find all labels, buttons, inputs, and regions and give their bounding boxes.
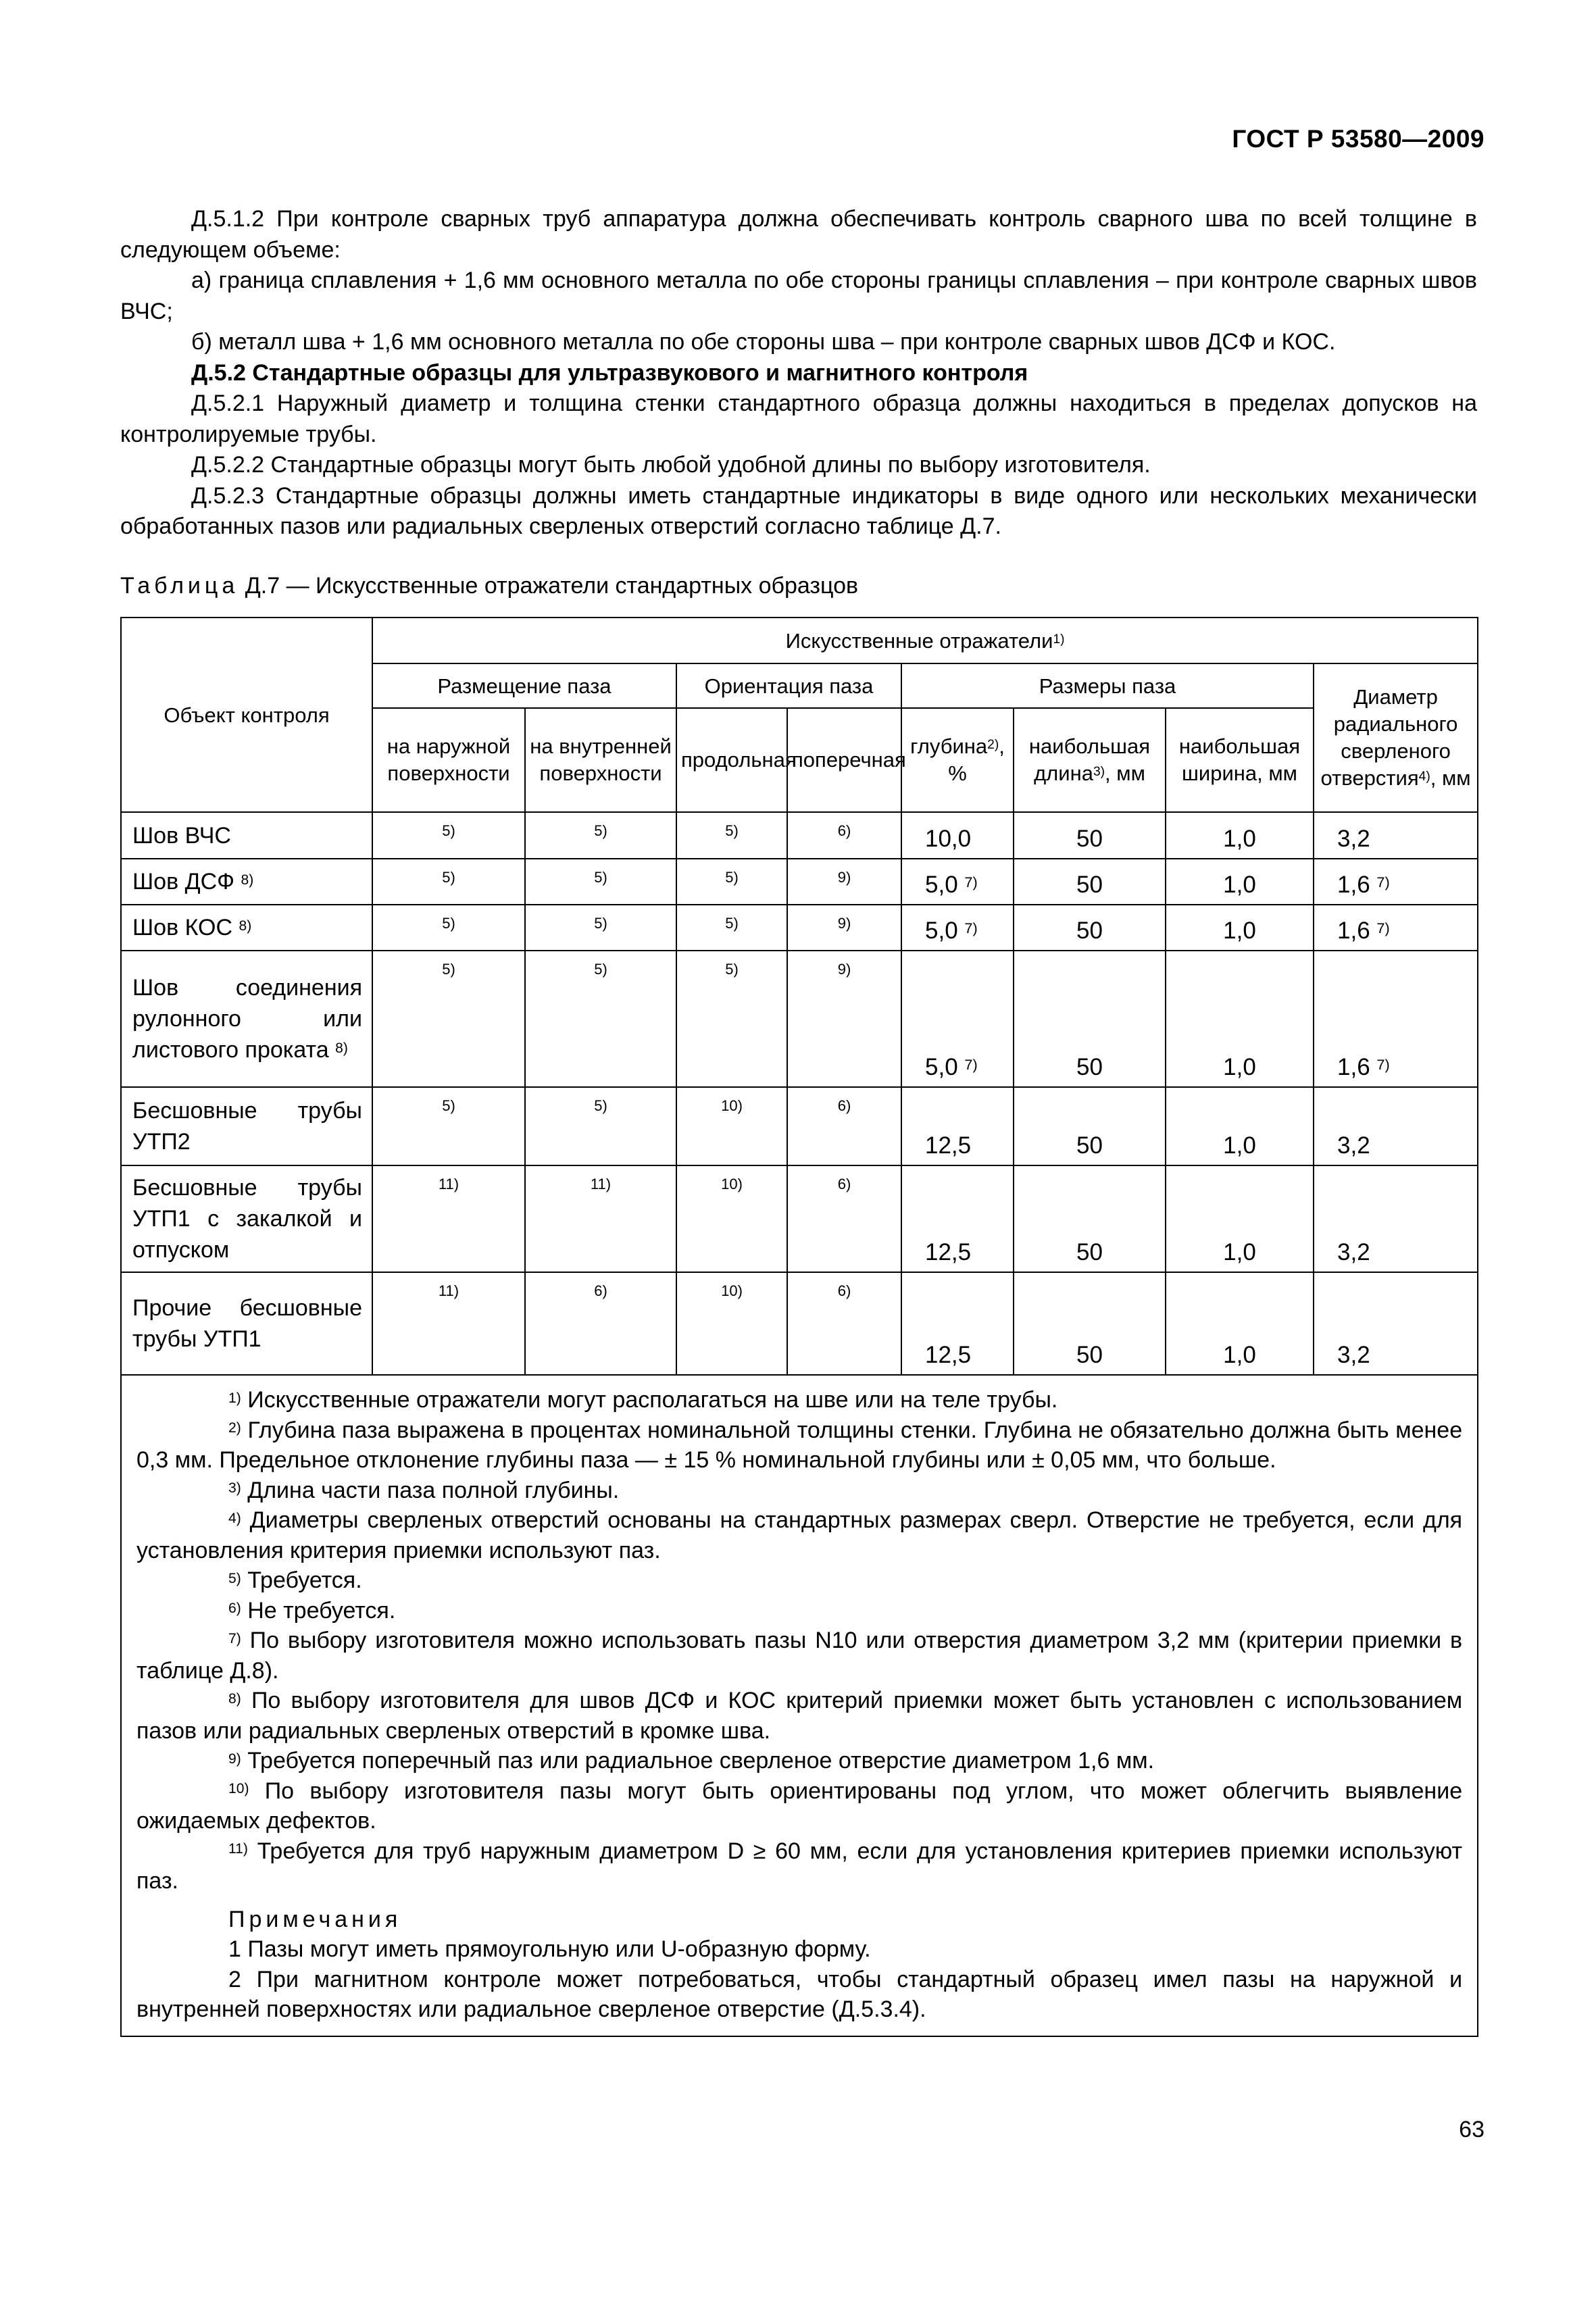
cell-object: Шов КОС $^{8)}$: [121, 905, 372, 951]
header-orientation: Ориентация паза: [676, 663, 901, 708]
table-row: [121, 812, 1478, 859]
table-row: [121, 951, 1478, 1087]
cell-length: 50: [1014, 1272, 1166, 1375]
table-row: [121, 905, 1478, 951]
section-heading: Д.5.2 Стандартные образцы для ультразвукового и магнитного контроля: [191, 359, 1028, 386]
cell-diameter: 1,6 $^{7)}$: [1314, 951, 1478, 1087]
table-notes-row: [121, 1375, 1478, 2036]
paragraph: Д.5.2.3 Стандартные образцы должны иметь стандартные индикаторы в виде одного или нескольких механически обработанных пазов или радиальных сверленых отверстий согласно таблице Д.7.: [120, 482, 1477, 539]
cell-object: Шов ДСФ $^{8)}$: [121, 859, 372, 905]
cell-transverse: 6): [787, 1165, 901, 1272]
paragraph: а) граница сплавления + 1,6 мм основного металла по обе стороны границы сплавления – при контроле сварных швов ВЧС;: [120, 268, 1477, 324]
header-depth: глубина$^{2)}$, %: [901, 708, 1014, 812]
body-text: [120, 204, 1477, 543]
cell-depth: 12,5: [901, 1272, 1014, 1375]
cell-object: Прочие бесшовные трубы УТП1: [121, 1272, 372, 1375]
cell-width: 1,0: [1166, 1087, 1314, 1165]
cell-object: Бесшовные трубы УТП2: [121, 1087, 372, 1165]
cell-longitudinal: 5): [676, 812, 787, 859]
cell-outer: 5): [372, 951, 525, 1087]
cell-object: Бесшовные трубы УТП1 с закалкой и отпуском: [121, 1165, 372, 1272]
header-longitudinal: продольная: [676, 708, 787, 812]
cell-diameter: 3,2: [1314, 812, 1478, 859]
footnote: $^{5)}$ Требуется.: [228, 1567, 362, 1593]
cell-length: 50: [1014, 905, 1166, 951]
page-number: 63: [1459, 2117, 1485, 2142]
header-placement: Размещение паза: [372, 663, 676, 708]
header-dimensions: Размеры паза: [901, 663, 1314, 708]
cell-diameter: 1,6 $^{7)}$: [1314, 905, 1478, 951]
cell-transverse: 9): [787, 951, 901, 1087]
table-title: Таблица Д.7 — Искусственные отражатели стандартных образцов: [120, 573, 859, 599]
paragraph: Д.5.2.1 Наружный диаметр и толщина стенки стандартного образца должны находиться в пределах допусков на контролируемые трубы.: [120, 391, 1477, 447]
cell-width: 1,0: [1166, 1272, 1314, 1375]
header-length: наибольшая длина$^{3)}$, мм: [1014, 708, 1166, 812]
cell-depth: 12,5: [901, 1087, 1014, 1165]
document-id: ГОСТ Р 53580—2009: [1232, 125, 1485, 153]
footnote: $^{3)}$ Длина части паза полной глубины.: [228, 1477, 620, 1503]
cell-depth: 5,0 $^{7)}$: [901, 859, 1014, 905]
table-row: [121, 1087, 1478, 1165]
footnote: $^{10)}$ По выбору изготовителя пазы могут быть ориентированы под углом, что может облегчить выявление ожидаемых дефектов.: [136, 1778, 1463, 1834]
cell-inner: 5): [525, 905, 676, 951]
cell-outer: 5): [372, 812, 525, 859]
cell-longitudinal: 10): [676, 1165, 787, 1272]
header-transverse: поперечная: [787, 708, 901, 812]
table-row: [121, 1272, 1478, 1375]
footnote: $^{7)}$ По выбору изготовителя можно использовать пазы N10 или отверстия диаметром 3,2 мм (критерии приемки в таблице Д.8).: [136, 1628, 1463, 1684]
note: 2 При магнитном контроле может потребоваться, чтобы стандартный образец имел пазы на наружной и внутренней поверхностях или радиальное сверленое отверстие (Д.5.3.4).: [136, 1966, 1463, 2022]
header-diameter: Диаметр радиального сверленого отверстия$^{4)}$, мм: [1314, 663, 1478, 812]
header-reflectors: Искусственные отражатели$^{1)}$: [372, 618, 1478, 663]
cell-transverse: 6): [787, 812, 901, 859]
cell-inner: 11): [525, 1165, 676, 1272]
footnote: $^{4)}$ Диаметры сверленых отверстий основаны на стандартных размерах сверл. Отверстие не требуется, если для установления критерия приемки используют паз.: [136, 1507, 1463, 1563]
cell-longitudinal: 10): [676, 1272, 787, 1375]
header-object: Объект контроля: [121, 618, 372, 812]
cell-inner: 5): [525, 951, 676, 1087]
cell-object: Шов соединения рулонного или листового проката $^{8)}$: [121, 951, 372, 1087]
cell-depth: 12,5: [901, 1165, 1014, 1272]
footnote: $^{8)}$ По выбору изготовителя для швов ДСФ и КОС критерий приемки может быть установлен с использованием пазов или радиальных сверленых отверстий в кромке шва.: [136, 1688, 1463, 1744]
cell-length: 50: [1014, 812, 1166, 859]
cell-longitudinal: 5): [676, 905, 787, 951]
footnote: $^{11)}$ Требуется для труб наружным диаметром D ≥ 60 мм, если для установления критериев приемки используют паз.: [136, 1838, 1463, 1894]
footnote: $^{1)}$ Искусственные отражатели могут располагаться на шве или на теле трубы.: [228, 1387, 1058, 1413]
cell-inner: 5): [525, 812, 676, 859]
header-outer: на наружной поверхности: [372, 708, 525, 812]
cell-outer: 11): [372, 1272, 525, 1375]
cell-diameter: 3,2: [1314, 1087, 1478, 1165]
cell-width: 1,0: [1166, 951, 1314, 1087]
footnote: $^{6)}$ Не требуется.: [228, 1597, 396, 1624]
cell-inner: 6): [525, 1272, 676, 1375]
cell-outer: 5): [372, 1087, 525, 1165]
cell-depth: 10,0: [901, 812, 1014, 859]
cell-transverse: 6): [787, 1272, 901, 1375]
table-row: [121, 859, 1478, 905]
cell-longitudinal: 5): [676, 951, 787, 1087]
cell-width: 1,0: [1166, 1165, 1314, 1272]
note: 1 Пазы могут иметь прямоугольную или U-образную форму.: [228, 1936, 871, 1962]
cell-depth: 5,0 $^{7)}$: [901, 905, 1014, 951]
cell-length: 50: [1014, 951, 1166, 1087]
cell-outer: 5): [372, 859, 525, 905]
cell-inner: 5): [525, 1087, 676, 1165]
cell-longitudinal: 5): [676, 859, 787, 905]
reflectors-table: [120, 617, 1478, 2037]
paragraph: б) металл шва + 1,6 мм основного металла по обе стороны шва – при контроле сварных швов ДСФ и КОС.: [191, 329, 1336, 355]
cell-diameter: 3,2: [1314, 1165, 1478, 1272]
cell-longitudinal: 10): [676, 1087, 787, 1165]
cell-outer: 11): [372, 1165, 525, 1272]
cell-outer: 5): [372, 905, 525, 951]
table-footnotes: [121, 1375, 1478, 2036]
cell-depth: 5,0 $^{7)}$: [901, 951, 1014, 1087]
cell-length: 50: [1014, 859, 1166, 905]
cell-width: 1,0: [1166, 905, 1314, 951]
header-inner: на внутренней поверхности: [525, 708, 676, 812]
table-row: [121, 1165, 1478, 1272]
paragraph: Д.5.2.2 Стандартные образцы могут быть любой удобной длины по выбору изготовителя.: [191, 452, 1151, 478]
cell-transverse: 9): [787, 905, 901, 951]
cell-width: 1,0: [1166, 859, 1314, 905]
cell-length: 50: [1014, 1087, 1166, 1165]
cell-diameter: 1,6 $^{7)}$: [1314, 859, 1478, 905]
cell-width: 1,0: [1166, 812, 1314, 859]
footnote: $^{9)}$ Требуется поперечный паз или радиальное сверленое отверстие диаметром 1,6 мм.: [228, 1748, 1155, 1774]
notes-title: Примечания: [228, 1906, 402, 1932]
cell-object: Шов ВЧС: [121, 812, 372, 859]
paragraph: Д.5.1.2 При контроле сварных труб аппаратура должна обеспечивать контроль сварного шва по всей толщине в следующем объеме:: [120, 206, 1477, 263]
cell-inner: 5): [525, 859, 676, 905]
header-width: наибольшая ширина, мм: [1166, 708, 1314, 812]
cell-diameter: 3,2: [1314, 1272, 1478, 1375]
cell-length: 50: [1014, 1165, 1166, 1272]
cell-transverse: 9): [787, 859, 901, 905]
cell-transverse: 6): [787, 1087, 901, 1165]
footnote: $^{2)}$ Глубина паза выражена в процентах номинальной толщины стенки. Глубина не обязательно должна быть менее 0,3 мм. Предельное отклонение глубины паза — ± 15 % номинальной глубины или ± 0,05 мм, что больше.: [136, 1417, 1463, 1473]
